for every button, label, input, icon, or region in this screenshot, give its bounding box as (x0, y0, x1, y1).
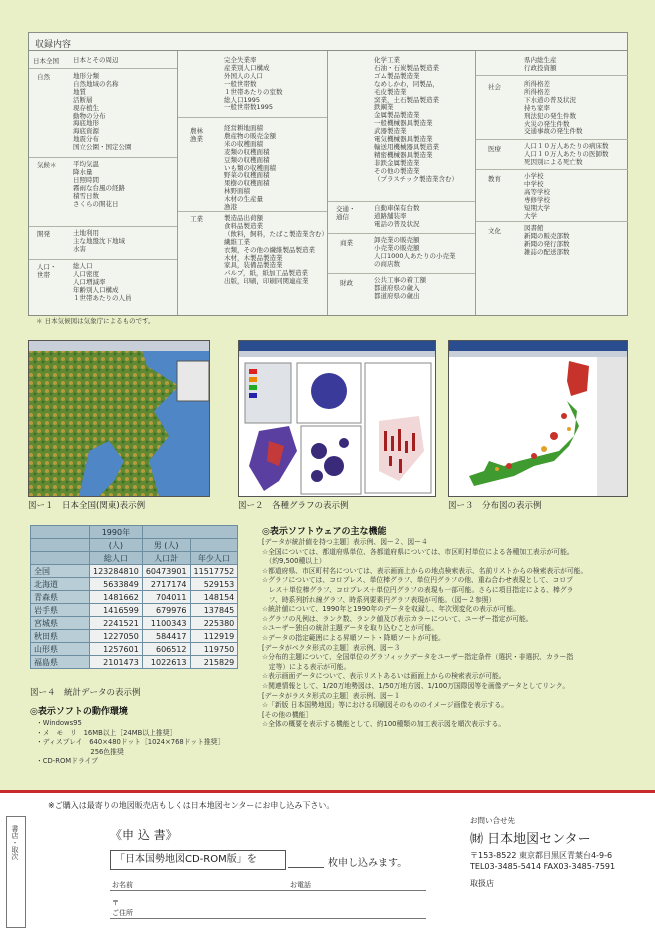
prefecture-cell: 山形県 (31, 643, 90, 656)
list-item: 製造品出荷額 (224, 214, 263, 222)
item-list (374, 205, 420, 229)
statistics-table-wrapper (30, 525, 238, 669)
table-row (31, 630, 238, 643)
table-row (31, 565, 238, 578)
category-label: 自然 (37, 73, 50, 81)
item-list (73, 263, 132, 303)
table-row (31, 643, 238, 656)
list-item: 一般世帯数 (224, 79, 257, 88)
list-item: ・CD-ROMドライブ (36, 757, 98, 766)
row-divider (476, 221, 628, 222)
name-phone-field[interactable] (110, 890, 426, 891)
item-list (73, 73, 132, 152)
organization-phone-fax: TEL03-3485-5414 FAX03-3485-7591 (470, 862, 616, 871)
category-label: 気候＊ (37, 161, 57, 169)
list-item: 雑誌の配送部数 (524, 247, 570, 256)
order-form-title: 《申 込 書》 (110, 828, 178, 842)
list-item: 新聞の発行部数 (524, 239, 570, 248)
list-item: （プラスチック製造業含む） (374, 174, 458, 183)
list-item: 日照時間 (73, 175, 99, 184)
prefecture-cell: 秋田県 (31, 630, 90, 643)
list-item: 野菜の収穫面積 (224, 171, 270, 180)
list-item: 降水量 (73, 167, 93, 176)
list-item: 林野面積 (224, 187, 250, 196)
list-item: 海底資源 (73, 127, 99, 136)
item-list (524, 143, 609, 167)
list-item: ☆統計値について、1990年と1990年のデータを収録し、年次別変化の表示が可能。 (262, 605, 520, 614)
item-list (524, 81, 583, 136)
column-header: 総人口 (90, 552, 143, 565)
list-item: 県内総生産 (524, 56, 557, 64)
list-item: 大学 (524, 211, 537, 220)
list-item: 人口１０万人あたりの医師数 (524, 149, 609, 158)
value-cell: 704011 (142, 591, 190, 604)
category-label: 交通・ 通信 (336, 205, 356, 221)
list-item: 人口1000人あたりの小売業 (374, 251, 456, 260)
features-list (262, 538, 587, 730)
organization-address: 〒153-8522 東京都目黒区青葉台4-9-6 (470, 851, 613, 860)
list-item: 武器製造業 (374, 127, 407, 136)
value-cell: 60473901 (142, 565, 190, 578)
list-item: [データがラスタ形式の主題］表示例、図ー１ (262, 691, 401, 700)
item-list (224, 125, 276, 212)
list-item: 土地利用 (73, 229, 99, 237)
prefecture-cell: 青森県 (31, 591, 90, 604)
list-item: 食料品製造業 (224, 221, 263, 230)
list-item: 非鉄金属製造業 (374, 158, 420, 167)
row-divider (476, 169, 628, 170)
item-list (374, 237, 456, 269)
category-label: 日本全国 (33, 57, 59, 65)
list-item: 自動車保有台数 (374, 204, 420, 212)
list-item: 都道府県の歳入 (374, 283, 420, 292)
list-item: 人口増減率 (73, 277, 106, 286)
value-cell: 119750 (190, 643, 238, 656)
category-label: 社会 (488, 83, 501, 91)
category-label: 財政 (340, 279, 353, 287)
list-item: ・メ モ リ 16MB以上［24MB以上推奨］ (36, 728, 177, 737)
list-item: 火災の発生件数 (524, 119, 570, 128)
list-item: 霧雨な台風の経路 (73, 183, 125, 192)
list-item: 地質 (73, 87, 86, 96)
list-item: 地震分布 (73, 135, 99, 144)
list-item: 輸送用機械器具製造業 (374, 142, 439, 151)
list-item: 交通事故の発生件数 (524, 127, 583, 136)
list-item: フ、時系列折れ線グラフ、時系列要素円グラフ表現が可能。（図ー２参照） (262, 595, 496, 604)
list-item: その他の製造業 (374, 166, 420, 175)
corner-cell (31, 526, 90, 539)
list-item: 産業別人口構成 (224, 63, 270, 72)
list-item: 繊維工業 (224, 237, 250, 246)
list-item: ・ディスプレイ 640×480ドット［1024×768ドット推奨］ (36, 738, 225, 747)
graphs-screenshot (238, 340, 436, 497)
list-item: 現存植生 (73, 103, 99, 112)
value-cell: 215829 (190, 656, 238, 669)
column-header: 人口計 (142, 552, 190, 565)
figure-3-caption: 図ー３ 分布図の表示例 (448, 501, 542, 511)
list-item: 精密機械器具製造業 (374, 150, 433, 159)
row-divider (29, 68, 177, 69)
blank-header (190, 539, 238, 552)
value-cell: 606512 (142, 643, 190, 656)
list-item: ☆表示画面データについて、表示リストあるいは画面上からの検索表示が可能。 (262, 672, 506, 681)
list-item: 小学校 (524, 172, 544, 180)
list-item: 総人口1995 (224, 95, 261, 104)
row-divider (29, 226, 177, 227)
list-item: 小売業の販売額 (374, 243, 420, 252)
category-label: 工業 (190, 215, 203, 223)
value-cell: 137845 (190, 604, 238, 617)
contents-column-3 (327, 51, 476, 315)
environment-title: ◎表示ソフトの動作環境 (30, 707, 128, 717)
value-cell: 1227050 (90, 630, 143, 643)
features-title: ◎表示ソフトウェアの主な機能 (262, 527, 387, 537)
list-item: 毛皮製造業 (374, 87, 407, 96)
list-item: １世帯あたりの人員 (73, 293, 132, 302)
list-item: 衣類，その他の繊維製品製造業 (224, 245, 315, 254)
contents-title: 収録内容 (35, 40, 72, 50)
list-item: 図書館 (524, 224, 544, 232)
list-item: 中学校 (524, 179, 544, 188)
list-item: ☆「新版 日本国勢地図」等における印刷図そのもののイメージ画像を表示する。 (262, 701, 508, 710)
list-item: ・Windows95 (36, 719, 82, 727)
list-item: 所得格差 (524, 87, 550, 96)
category-label: 教育 (488, 175, 501, 183)
list-item: 麦類の収穫面積 (224, 147, 270, 156)
list-item: 木材，木製品製造業 (224, 253, 283, 262)
request-text: 枚申し込みます。 (328, 858, 408, 869)
kanto-map-screenshot (28, 340, 210, 497)
list-item: 年齢別人口構成 (73, 285, 119, 294)
value-cell: 148154 (190, 591, 238, 604)
list-item: ゴム製品製造業 (374, 71, 420, 80)
organization-name: ㈶ 日本地図センター (470, 832, 591, 847)
corner-cell (31, 552, 90, 565)
value-cell: 123284810 (90, 565, 143, 578)
category-label: 商業 (340, 239, 353, 247)
list-item: [データが統計値を持つ主題］表示例、図ー２、図ー４ (262, 538, 428, 546)
list-item: パルプ，紙，紙加工品製造業 (224, 269, 308, 278)
row-divider (476, 139, 628, 140)
list-item: 持ち家率 (524, 103, 550, 112)
figure-1-caption: 図ー１ 日本全国(関東)表示例 (28, 501, 146, 511)
list-item: 短期大学 (524, 203, 550, 212)
list-item: 高等学校 (524, 187, 550, 196)
year-header: 1990年 (90, 526, 143, 539)
category-label: 農林 漁業 (190, 127, 203, 143)
dealer-label: 取扱店 (470, 879, 494, 888)
list-item: ☆都道府県、市区町村名については、表示画面上からの地点検索表示、名前リストからの検索表示が可能。 (262, 566, 588, 575)
value-cell: 2101473 (90, 656, 143, 669)
contents-column-1 (29, 51, 177, 315)
list-item: [データがベクタ形式の主題］表示例、図ー３ (262, 643, 401, 652)
value-cell: 1257601 (90, 643, 143, 656)
list-item: ☆分布的主題について、全国単位のグラフィックデータをユーザー指定条件（選択・非選択、カラー指 (262, 653, 574, 662)
list-item: いも類の収穫面積 (224, 163, 276, 172)
list-item: 新聞の販売部数 (524, 231, 570, 240)
item-list (524, 225, 570, 257)
contents-column-2 (177, 51, 328, 315)
list-item: 木材の生産量 (224, 195, 263, 204)
address-field[interactable] (110, 918, 426, 919)
row-divider (178, 211, 328, 212)
distribution-map-screenshot (448, 340, 628, 497)
environment-list (36, 719, 224, 767)
item-list (374, 57, 458, 184)
list-item: 所得格差 (524, 80, 550, 88)
table-row (31, 617, 238, 630)
list-item: の商店数 (374, 259, 400, 268)
dealer-stamp-label: 書店・取次 (11, 825, 19, 860)
list-item: 人口密度 (73, 269, 99, 278)
order-divider (0, 790, 655, 793)
list-item: 農産物の販売金額 (224, 131, 276, 140)
value-cell: 112919 (190, 630, 238, 643)
list-item: ☆関連情報として、1/20万地勢図は、1/50万地方図、1/100万国際図等を画像データとしてリンク。 (262, 681, 570, 690)
postal-label: 〒 (112, 899, 119, 907)
list-item: 行政投資額 (524, 63, 557, 72)
row-divider (476, 75, 628, 76)
list-item: 一般機械器具製造業 (374, 119, 433, 128)
list-item: 経営耕地面積 (224, 124, 263, 132)
contact-title: お問い合せ先 (470, 816, 515, 825)
purchase-notice: ※ご購入は最寄りの地図販売店もしくは日本地図センターにお申し込み下さい。 (48, 801, 335, 810)
row-divider (29, 259, 177, 260)
list-item: １世帯あたりの室数 (224, 87, 283, 96)
value-cell: 529153 (190, 578, 238, 591)
list-item: ☆グラフについては、コロプレス、単位棒グラフ、単位円グラフの他、重ね合わせ表現として、コロプ (262, 576, 573, 585)
distribution-map-image (449, 341, 627, 496)
phone-label: お電話 (290, 881, 311, 889)
category-label: 医療 (488, 145, 501, 153)
list-item: 石油・石炭製品製造業 (374, 63, 439, 72)
graphs-image (239, 341, 435, 496)
category-label: 開発 (37, 230, 50, 238)
prefecture-cell: 北海道 (31, 578, 90, 591)
value-cell: 2717174 (142, 578, 190, 591)
list-item: （約9,500種以上） (262, 557, 326, 566)
list-item: 活断層 (73, 95, 93, 104)
terrain-map-image (29, 341, 209, 496)
list-item: （飲料，飼料，たばこ製造業含む） (224, 229, 328, 238)
row-divider (328, 201, 476, 202)
list-item: 専修学校 (524, 195, 550, 204)
name-label: お名前 (112, 881, 133, 889)
table-row (31, 578, 238, 591)
address-label: ご住所 (112, 909, 133, 917)
list-item: ☆グラフの凡例は、ランク数、ランク値及び表示カラーについて、ユーザー指定が可能。 (262, 614, 533, 623)
category-label: 人口・ 世帯 (37, 263, 57, 279)
list-item: 出版，印刷，印刷同関連産業 (224, 277, 309, 286)
blank-header (142, 526, 237, 539)
list-item: なめしかわ，同製品， (374, 79, 439, 88)
list-item: 国立公園・国定公園 (73, 143, 132, 152)
item-list (374, 277, 426, 301)
product-name-box: 「日本国勢地図CD-ROM版」を (110, 850, 286, 870)
list-item: 米の収穫面積 (224, 139, 263, 148)
item-list (73, 230, 125, 254)
list-item: 主な地盤沈下地域 (73, 236, 125, 245)
item-list (224, 57, 283, 112)
value-cell: 584417 (142, 630, 190, 643)
list-item: 刑法犯の発生件数 (524, 111, 576, 120)
list-item: 海底地形 (73, 119, 99, 128)
list-item: 都道府県の歳出 (374, 291, 420, 300)
row-divider (328, 233, 476, 234)
list-item: 外国人の人口 (224, 71, 263, 80)
unit-header: (人) (90, 539, 143, 552)
item-list (224, 215, 328, 286)
value-cell: 225380 (190, 617, 238, 630)
value-cell: 1022613 (142, 656, 190, 669)
value-cell: 2241521 (90, 617, 143, 630)
list-item: 256色推奨 (36, 747, 124, 756)
prefecture-cell: 宮城県 (31, 617, 90, 630)
list-item: 果樹の収穫面積 (224, 179, 270, 188)
list-item: 自然地域の名称 (73, 79, 119, 88)
corner-cell (31, 539, 90, 552)
list-item: 豆類の収穫面積 (224, 155, 270, 164)
figure-2-caption: 図ー２ 各種グラフの表示例 (238, 501, 349, 511)
category-label: 文化 (488, 227, 501, 235)
list-item: 平均気温 (73, 160, 99, 168)
item-list (524, 57, 557, 73)
list-item: 鉄鋼業 (374, 103, 394, 112)
list-item: 道路舗装率 (374, 211, 407, 220)
table-row (31, 604, 238, 617)
list-item: 漁港 (224, 203, 237, 212)
figure-4-caption: 図ー４ 統計データの表示例 (30, 688, 141, 698)
list-item: [その他の機能］ (262, 710, 313, 719)
list-item: さくらの開花日 (73, 199, 119, 208)
value-cell: 1100343 (142, 617, 190, 630)
list-item: ☆全体の概要を表示する機能として、約100種類の加工表示図を順次表示する。 (262, 720, 506, 729)
value-cell: 1481662 (90, 591, 143, 604)
list-item: 化学工業 (374, 56, 400, 64)
statistics-table (30, 525, 238, 669)
list-item: 家具，装備品製造業 (224, 261, 283, 270)
list-item: 一般世帯数1995 (224, 103, 274, 112)
list-item: 日本とその周辺 (73, 56, 119, 64)
dealer-stamp-box (6, 816, 26, 928)
list-item: レス＋単位棒グラフ、コロプレス＋単位円グラフの表現も一部可能。さらに項目指定による、棒グラ (262, 585, 574, 594)
list-item: 電気機械器具製造業 (374, 135, 433, 144)
list-item: ☆データの指定範囲による昇順ソート・降順ソートが可能。 (262, 633, 445, 642)
table-row (31, 591, 238, 604)
list-item: 総人口 (73, 262, 93, 270)
list-item: 人口１０万人あたりの病床数 (524, 142, 609, 150)
value-cell: 1416599 (90, 604, 143, 617)
list-item: ☆ユーザー独自の統計主題データを取り込むことが可能。 (262, 624, 439, 633)
climate-footnote: ＊ 日本気候図は気象庁によるものです。 (36, 317, 155, 325)
quantity-field[interactable] (288, 853, 324, 868)
list-item: 電話の普及状況 (374, 219, 420, 228)
list-item: 動物の分布 (73, 111, 106, 120)
list-item: 卸売業の販売額 (374, 236, 420, 244)
contents-table (28, 32, 628, 316)
statistics-rows (31, 565, 238, 669)
list-item: 定等）による表示が可能。 (262, 662, 351, 671)
prefecture-cell: 福島県 (31, 656, 90, 669)
list-item: 窯業，土石製品製造業 (374, 95, 439, 104)
column-header: 年少人口 (190, 552, 238, 565)
table-row (31, 656, 238, 669)
list-item: 完全失業率 (224, 56, 257, 64)
value-cell: 11517752 (190, 565, 238, 578)
prefecture-cell: 岩手県 (31, 604, 90, 617)
list-item: 死因別による死亡数 (524, 157, 583, 166)
list-item: 地形分類 (73, 72, 99, 80)
prefecture-cell: 全国 (31, 565, 90, 578)
row-divider (328, 273, 476, 274)
list-item: 積雪日数 (73, 191, 99, 200)
row-divider (29, 157, 177, 158)
row-divider (178, 117, 328, 118)
item-list (73, 57, 119, 65)
group-header: 男 (人) (142, 539, 190, 552)
list-item: 金属製品製造業 (374, 111, 420, 120)
list-item: 水害 (73, 244, 86, 253)
contents-column-4 (475, 51, 628, 315)
value-cell: 5633849 (90, 578, 143, 591)
list-item: 下水道の普及状況 (524, 95, 576, 104)
value-cell: 679976 (142, 604, 190, 617)
list-item: ☆全国については、都道府県単位、各都道府県については、市区町村単位による各種加工表示が可能。 (262, 547, 574, 556)
item-list (73, 161, 125, 208)
list-item: 公共工事の着工額 (374, 276, 426, 284)
item-list (524, 173, 550, 220)
